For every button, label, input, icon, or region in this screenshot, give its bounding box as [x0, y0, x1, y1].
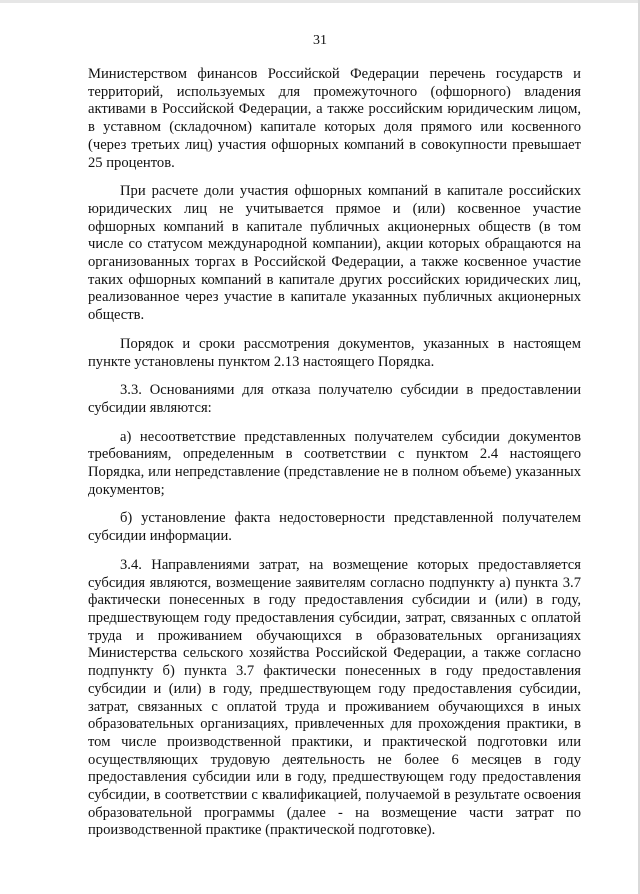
scan-top-edge — [0, 0, 640, 3]
paragraph-review-terms: Порядок и сроки рассмотрения документов, указанных в настоящем пункте установлены пунктом 2.13 настоящего Порядка. — [88, 335, 581, 370]
paragraph-offshore-list: Министерством финансов Российской Федерации перечень государств и территорий, используемых для промежуточного (офшорного) владения активами в Российской Федерации, а также российским юридическим лицом, в уставном (складочном) капитале которых доля прямого или косвенного (через третьих лиц) участия офшорных компаний в совокупности превышает 25 процентов. — [88, 66, 581, 171]
document-body — [88, 66, 581, 851]
page-number: 31 — [313, 33, 327, 48]
paragraph-item-b: б) установление факта недостоверности представленной получателем субсидии информации. — [88, 510, 581, 545]
paragraph-offshore-share: При расчете доли участия офшорных компаний в капитале российских юридических лиц не учитывается прямое и (или) косвенное участие офшорных компаний в капитале публичных акционерных обществ (в том числе со статусом международной компании), акции которых обращаются на организованных торгах в Российской Федерации, а также косвенное участие таких офшорных компаний в капитале других российских юридических лиц, реализованное через участие в капитале указанных публичных акционерных обществ. — [88, 183, 581, 324]
paragraph-item-a: а) несоответствие представленных получателем субсидии документов требованиям, определенным в соответствии с пунктом 2.4 настоящего Порядка, или непредставление (представление не в полном объеме) указанных документов; — [88, 428, 581, 498]
paragraph-section-3-4: 3.4. Направлениями затрат, на возмещение которых предоставляется субсидия являются, возмещение заявителям согласно подпункту а) пункта 3.7 фактически понесенных в году предоставления субсидии и (или) в году, предшествующем году предоставления субсидии, затрат, связанных с оплатой труда и проживанием обучающихся в образовательных организациях Министерства сельского хозяйства Российской Федерации, а также согласно подпункту б) пункта 3.7 фактически понесенных в году предоставления субсидии и (или) в году, предшествующем году предоставления субсидии, затрат, связанных с оплатой труда и проживанием обучающихся в иных образовательных организациях, привлеченных для прохождения практики, в том числе производственной практики, и практической подготовки или осуществляющих трудовую деятельность не более 6 месяцев в году предоставления субсидии или в году, предшествующем году предоставления субсидии, в соответствии с квалификацией, получаемой в результате освоения образовательной программы (далее - на возмещение части затрат по производственной практике (практической подготовке). — [88, 556, 581, 839]
paragraph-section-3-3: 3.3. Основаниями для отказа получателю субсидии в предоставлении субсидии являются: — [88, 382, 581, 416]
